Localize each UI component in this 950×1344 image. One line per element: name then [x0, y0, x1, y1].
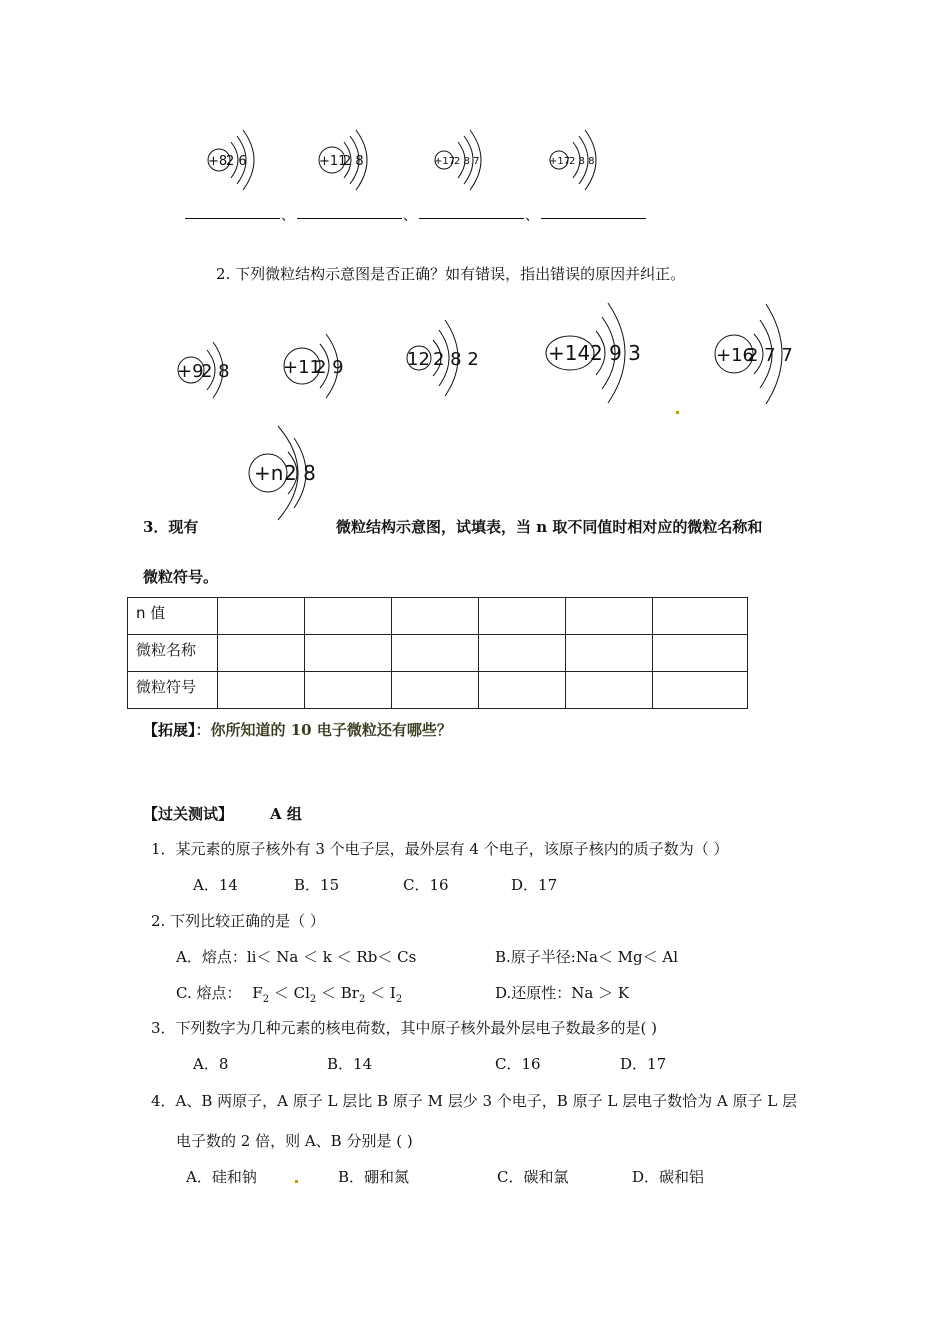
table-cell[interactable] [566, 598, 653, 635]
option-1c[interactable]: C．16 [403, 876, 449, 894]
test-question-4: 4．A、B 两原子，A 原子 L 层比 B 原子 M 层少 3 个电子，B 原子 L 层电子数恰为 A 原子 L 层 [151, 1092, 797, 1110]
option-3a[interactable]: A．8 [193, 1055, 229, 1073]
answer-blank-1[interactable] [185, 218, 280, 219]
atom-3-shells: 2 8 7 [454, 156, 480, 167]
table-cell[interactable] [566, 672, 653, 709]
row-header-name: 微粒名称 [128, 635, 218, 672]
table-cell[interactable] [305, 635, 392, 672]
atom-7-nucleus: 12 [407, 349, 430, 370]
atom-diagram-n [248, 426, 328, 526]
atom-4-shells: 2 8 8 [569, 156, 595, 167]
option-4a[interactable]: A．硅和钠 [186, 1168, 257, 1186]
atom-1-nucleus: +8 [208, 154, 228, 169]
option-1a[interactable]: A．14 [193, 876, 238, 894]
atom-diagram-7 [405, 312, 485, 416]
table-cell[interactable] [392, 672, 479, 709]
atom-diagram-2 [316, 130, 376, 194]
answer-blank-2[interactable] [297, 218, 402, 219]
atom-8-shells: 2 9 3 [590, 341, 641, 365]
atom-8-nucleus: +14 [548, 341, 591, 365]
option-4d[interactable]: D．碳和铝 [632, 1168, 705, 1186]
table-cell[interactable] [305, 598, 392, 635]
separator-2: 、 [403, 208, 417, 224]
separator-1: 、 [281, 208, 295, 224]
option-2a[interactable]: A．熔点：li＜ Na ＜ k ＜ Rb＜ Cs [176, 948, 417, 966]
option-2d[interactable]: D.还原性：Na ＞ K [495, 984, 630, 1002]
atom-2-shells: 2 8 [343, 154, 364, 169]
atom-3-nucleus: +17 [434, 156, 456, 167]
f2: $F_2$ [252, 984, 270, 1005]
atom-diagram-8 [546, 295, 656, 409]
atom-diagram-1 [205, 130, 265, 194]
table-cell[interactable] [653, 598, 748, 635]
table-cell[interactable] [218, 672, 305, 709]
option-3b[interactable]: B．14 [327, 1055, 373, 1073]
test-question-1: 1．某元素的原子核外有 3 个电子层，最外层有 4 个电子，该原子核内的质子数为（ ） [151, 840, 729, 858]
question-3-line2: 微粒符号。 [143, 568, 219, 586]
atom-n-nucleus: +n [254, 461, 284, 485]
atom-n-shells: 2 8 [284, 461, 316, 485]
question-2-text: 2. 下列微粒结构示意图是否正确？如有错误，指出错误的原因并纠正。 [216, 265, 686, 283]
option-3d[interactable]: D．17 [620, 1055, 667, 1073]
atom-2-nucleus: +11 [319, 154, 347, 169]
table-cell[interactable] [218, 635, 305, 672]
atom-9-nucleus: +16 [716, 345, 754, 366]
answer-blank-4[interactable] [541, 218, 646, 219]
atom-5-shells: 2 8 [201, 361, 230, 382]
test-question-2: 2. 下列比较正确的是（ ） [151, 912, 325, 930]
row-header-n: n 值 [128, 598, 218, 635]
table-cell[interactable] [653, 672, 748, 709]
option-2c-label: C. 熔点： [176, 984, 242, 1002]
answer-blank-3[interactable] [419, 218, 524, 219]
atom-5-nucleus: +9 [177, 361, 204, 382]
table-cell[interactable] [479, 635, 566, 672]
atom-6-nucleus: +11 [283, 357, 321, 378]
separator-3: 、 [525, 208, 539, 224]
atom-7-shells: 2 8 2 [433, 349, 479, 370]
option-4c[interactable]: C．碳和氯 [497, 1168, 569, 1186]
option-2c[interactable]: C. 熔点： $F_2 < Cl_2 < Br_2 < I_2$ [176, 984, 403, 1005]
atom-9-shells: 2 7 7 [747, 345, 793, 366]
option-2b[interactable]: B.原子半径:Na＜ Mg＜ Al [495, 948, 679, 966]
atom-diagram-3 [432, 130, 492, 194]
option-1b[interactable]: B．15 [294, 876, 340, 894]
table-row [128, 672, 748, 709]
atom-diagram-5 [177, 326, 247, 410]
option-1d[interactable]: D．17 [511, 876, 558, 894]
test-question-3: 3．下列数字为几种元素的核电荷数，其中原子核外最外层电子数最多的是( ) [151, 1019, 658, 1037]
test-tag: 【过关测试】 [143, 805, 234, 823]
test-question-4-line2: 电子数的 2 倍，则 A、B 分别是 ( ) [176, 1132, 413, 1150]
question-3-text: 微粒结构示意图，试填表，当 n 取不同值时相对应的微粒名称和 [336, 518, 763, 536]
answer-table [127, 597, 748, 709]
extension-line [143, 719, 452, 740]
atom-6-shells: 2 9 [315, 357, 344, 378]
option-3c[interactable]: C．16 [495, 1055, 541, 1073]
atom-diagram-9 [714, 300, 804, 414]
table-cell[interactable] [218, 598, 305, 635]
table-cell[interactable] [653, 635, 748, 672]
table-cell[interactable] [479, 598, 566, 635]
extension-text: ：你所知道的 10 电子微粒还有哪些？ [195, 721, 452, 739]
table-cell[interactable] [392, 635, 479, 672]
option-4b[interactable]: B．硼和氮 [338, 1168, 410, 1186]
test-group: A 组 [270, 805, 302, 823]
scan-dot [295, 1180, 298, 1183]
extension-tag: 【拓展】 [143, 721, 196, 739]
table-row [128, 598, 748, 635]
atom-diagram-6 [282, 322, 362, 410]
table-row [128, 635, 748, 672]
table-cell[interactable] [566, 635, 653, 672]
atom-4-nucleus: +17 [549, 156, 571, 167]
atom-1-shells: 2 6 [226, 154, 247, 169]
table-cell[interactable] [305, 672, 392, 709]
table-cell[interactable] [392, 598, 479, 635]
row-header-symbol: 微粒符号 [128, 672, 218, 709]
scan-dot [676, 411, 679, 414]
table-cell[interactable] [479, 672, 566, 709]
atom-diagram-4 [547, 130, 607, 194]
question-3-prefix: 3．现有 [143, 518, 199, 536]
